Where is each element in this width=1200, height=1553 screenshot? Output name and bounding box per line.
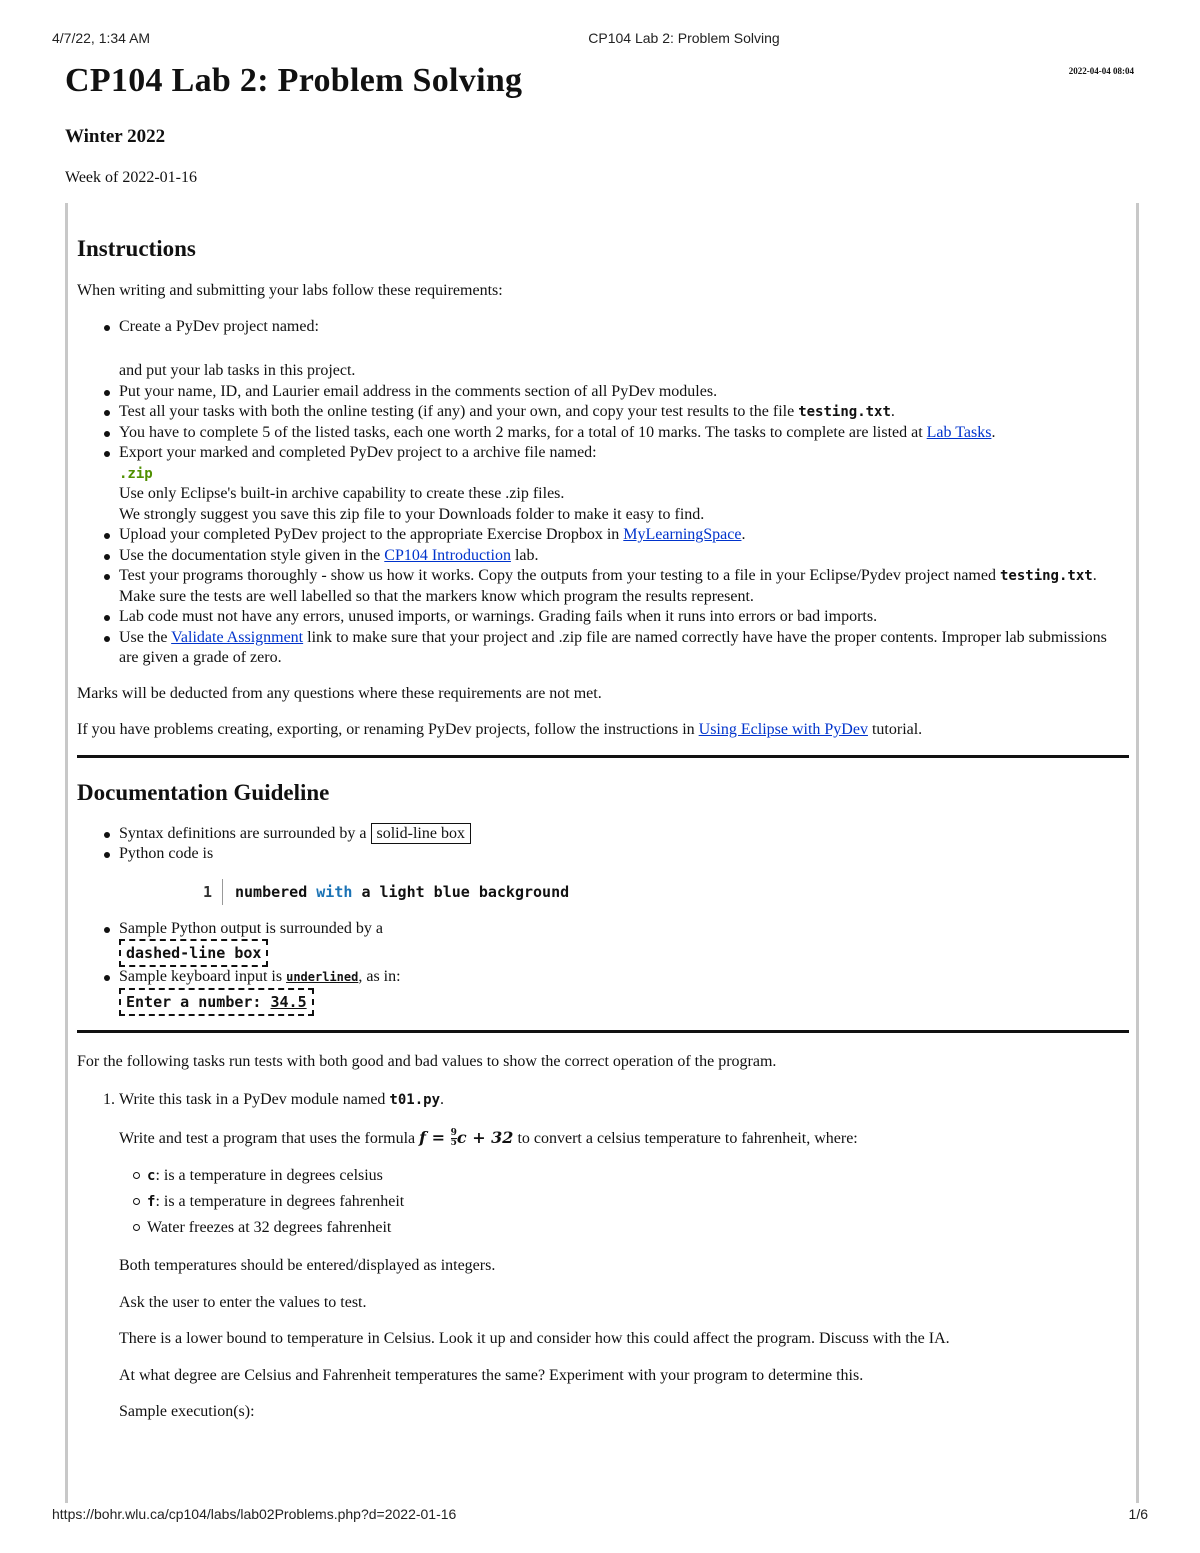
list-item: Put your name, ID, and Laurier email address in the comments section of all PyDev modules.: [119, 382, 1129, 403]
task-paragraph: Both temperatures should be entered/displayed as integers.: [119, 1257, 496, 1274]
list-item: Test all your tasks with both the online testing (if any) and your own, and copy your test results to the file testing.txt.: [119, 402, 1129, 423]
list-item: Water freezes at 32 degrees fahrenheit: [147, 1215, 1129, 1240]
mylearningspace-link[interactable]: MyLearningSpace: [623, 526, 742, 543]
list-item: c: is a temperature in degrees celsius: [147, 1163, 1129, 1189]
list-item: Use the documentation style given in the CP104 Introduction lab.: [119, 546, 1129, 567]
solid-line-box: solid-line box: [371, 823, 471, 844]
list-item: Syntax definitions are surrounded by a solid-line box: [119, 824, 1129, 845]
module-name-code: t01.py: [389, 1092, 440, 1108]
list-item: Sample Python output is surrounded by a dashed-line box: [119, 919, 1129, 968]
main-content-box: [65, 203, 1139, 1503]
validate-assignment-link[interactable]: Validate Assignment: [171, 628, 304, 646]
task-paragraph: Ask the user to enter the values to test.: [119, 1293, 367, 1311]
code-line: numbered with a light blue background: [235, 882, 570, 901]
doc-guideline-heading: Documentation Guideline: [77, 779, 330, 805]
task-paragraph: Sample execution(s):: [119, 1403, 255, 1420]
zip-extension-code: .zip: [119, 465, 153, 482]
task-paragraph: At what degree are Celsius and Fahrenheit temperatures the same? Experiment with your program to determine this.: [119, 1366, 864, 1384]
filename-code: testing.txt: [999, 568, 1093, 584]
update-timestamp: 2022-04-04 08:04: [1068, 66, 1134, 76]
page-url: https://bohr.wlu.ca/cp104/labs/lab02Problems.php?d=2022-01-16: [52, 1506, 457, 1522]
marks-note: Marks will be deducted from any questions where these requirements are not met.: [77, 684, 602, 702]
underlined-sample: underlined: [286, 970, 359, 984]
list-item: Use the Validate Assignment link to make sure that your project and .zip file are named correctly have have the proper contents. Improper lab submissions are given a grade of zero.: [119, 628, 1129, 669]
problems-note: If you have problems creating, exporting, or renaming PyDev projects, follow the instructions in Using Eclipse with PyDev tutorial.: [77, 721, 923, 738]
formula: f = $\frac{9}{5}$ c + 32: [419, 1127, 514, 1148]
list-item: f: is a temperature in degrees fahrenheit: [147, 1189, 1129, 1215]
task-item: 1. Write this task in a PyDev module named t01.py. Write and test a program that uses the formula f = $\frac{9}{5}$ c + 32 to convert a celsius temperature to fahrenheit, where: c: is a temperature in degrees celsius f: is a temperature in degrees fahrenheit Water freezes at 32 degrees fahrenheit Both temperatures should be entered/displayed as integers. Ask the user to enter the values to test. There is a lower bound to temperature in Celsius. Look it up and consider how this could affect the program. Discuss with the IA. At what degree are Celsius and Fahrenheit temperatures the same? Experiment with your program to determine this. Sample execution(s):: [119, 1090, 1129, 1423]
print-date-time: 4/7/22, 1:34 AM: [52, 30, 151, 46]
guideline-list: [77, 824, 1129, 1016]
list-item: Sample keyboard input is underlined, as in: Enter a number: 34.5: [119, 967, 1129, 1016]
list-item: Upload your completed PyDev project to the appropriate Exercise Dropbox in MyLearningSpace.: [119, 525, 1129, 546]
filename-code: testing.txt: [798, 404, 891, 420]
cp104-introduction-link[interactable]: CP104 Introduction: [384, 546, 511, 564]
list-item: Python code is 1 numbered with a light blue background: [119, 844, 1129, 905]
list-item: Export your marked and completed PyDev project to a archive file named: .zip Use only Eclipse's built-in archive capability to create these .zip files. We strongly suggest you save this zip file to your Downloads folder to make it easy to find.: [119, 443, 1129, 525]
sample-input-box: Enter a number: 34.5: [119, 988, 314, 1016]
list-item: Test your programs thoroughly - show us how it works. Copy the outputs from your testing to a file in your Eclipse/Pydev project named testing.txt. Make sure the tests are well labelled so that the markers know which program the results represent.: [119, 566, 1129, 607]
line-number: 1: [185, 879, 223, 905]
page-number: 1/6: [1128, 1506, 1148, 1522]
term-heading: Winter 2022: [65, 126, 166, 147]
list-item: You have to complete 5 of the listed tasks, each one worth 2 marks, for a total of 10 marks. The tasks to complete are listed at Lab Tasks.: [119, 423, 1129, 444]
page-title: CP104 Lab 2: Problem Solving: [65, 62, 523, 99]
lab-tasks-link[interactable]: Lab Tasks: [926, 423, 992, 441]
tasks-intro: For the following tasks run tests with both good and bad values to show the correct operation of the program.: [77, 1052, 777, 1070]
using-eclipse-link[interactable]: Using Eclipse with PyDev: [698, 721, 868, 738]
task-list: [77, 1090, 1129, 1423]
instructions-intro: When writing and submitting your labs follow these requirements:: [77, 282, 503, 299]
dashed-line-box: dashed-line box: [119, 939, 268, 967]
section-divider: [77, 1030, 1129, 1033]
list-item: Lab code must not have any errors, unused imports, or warnings. Grading fails when it runs into errors or bad imports.: [119, 607, 1129, 628]
variable-list: [119, 1163, 1129, 1240]
code-sample: [185, 879, 1129, 905]
week-text: Week of 2022-01-16: [65, 169, 198, 186]
task-paragraph: There is a lower bound to temperature in Celsius. Look it up and consider how this could affect the program. Discuss with the IA.: [119, 1330, 950, 1347]
instructions-heading: Instructions: [77, 236, 196, 261]
print-page-title: CP104 Lab 2: Problem Solving: [588, 30, 780, 46]
section-divider: [77, 755, 1129, 758]
content-column: [77, 203, 1129, 1423]
task-description: Write and test a program that uses the formula f = $\frac{9}{5}$ c + 32 to convert a celsius temperature to fahrenheit, where:: [119, 1127, 858, 1148]
requirements-list: [77, 317, 1129, 669]
list-item: Create a PyDev project named: and put your lab tasks in this project.: [119, 317, 1129, 382]
